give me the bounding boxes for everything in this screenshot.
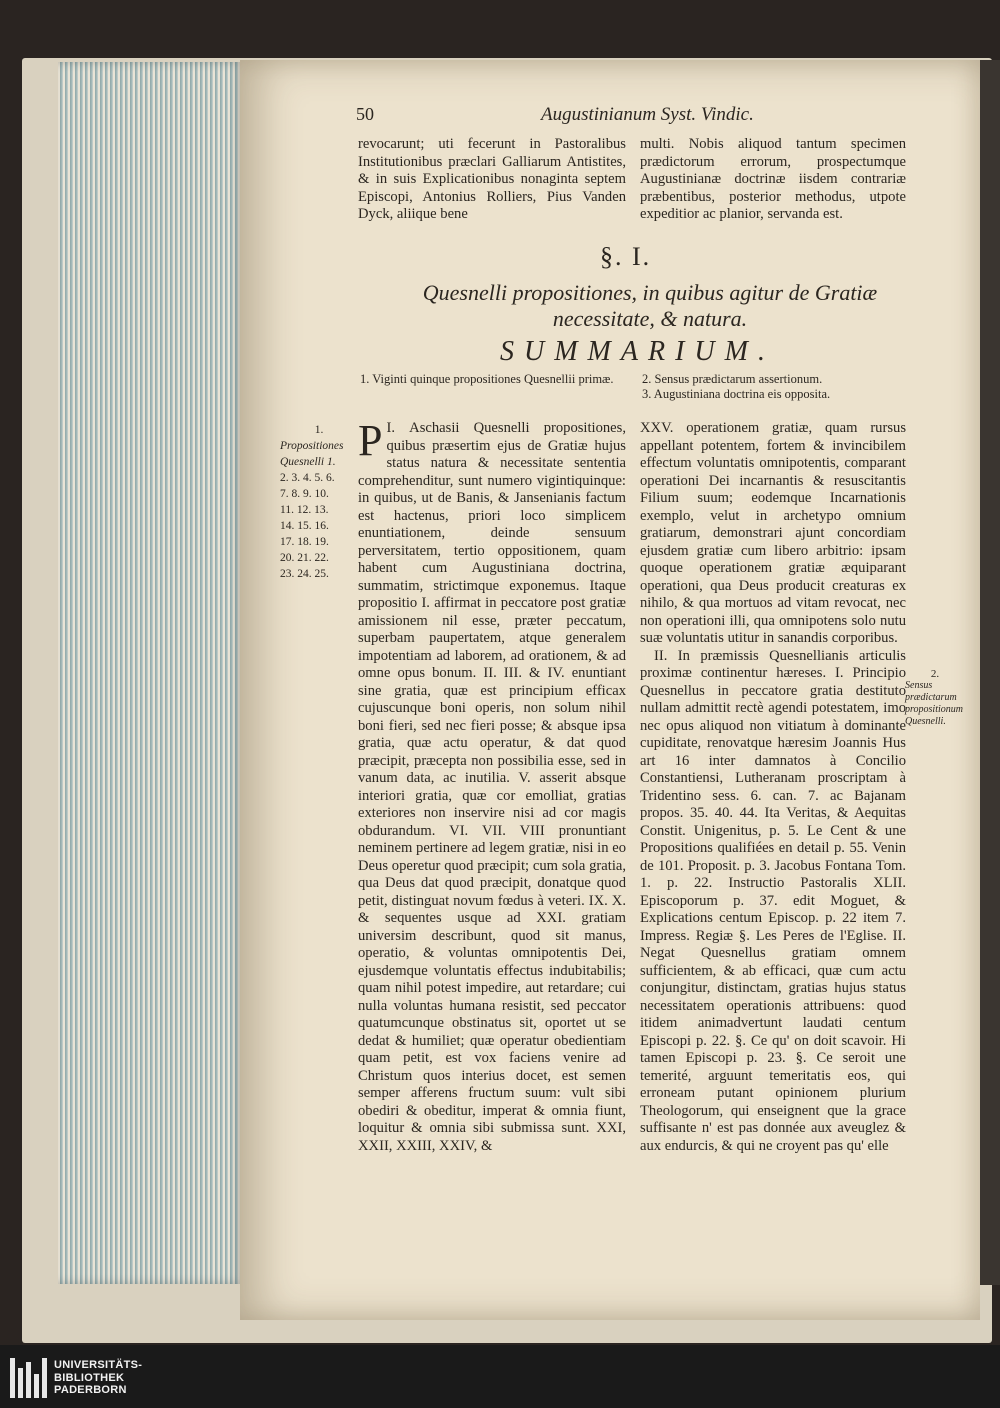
intro-right-column: multi. Nobis aliquod tantum specimen prædictorum errorum, prospectumque Augustinianæ doctrinæ iisdem contrariæ præbentibus, posterior methodus, utpote expeditior ac planior, servanda est.	[640, 136, 906, 222]
library-name	[54, 1359, 142, 1397]
body-right-paragraph-2: II. In præmissis Quesnellianis articulis proximæ continentur hæreses. I. Principio Quesnellus in peccatore gratia destituto nullam admittit rectè agendi potestatem, imo nec opus aliquod non vitiatum à dominante cupiditate, renovatque hæresim Joannis Hus art 16 inter damnatos à Concilio Constantiensi, Lutheranam proscriptam à Tridentino sess. 6. can. 7. ac Bajanam propos. 35. 40. 44. Ita Veritas, & Aequitas Constit. Unigenitus, p. 5. Le Cent & une Propositions qualifiées en detail p. 55. Venin de 101. Proposit. p. 3. Jacobus Fontana Tom. 1. p. 22. Instructio Pastoralis XLII. Episcoporum p. 37. edit Moguet, & Explications centum Episcop. p. 22 item 7. Impress. Regiæ §. Les Peres de l'Eglise. II. Negat Quesnellus gratiam omnem sufficientem, & ab efficaci, quæ cum actu conjungitur, distinctam, gratias hujus status necessitatem operationis attribuens: quod itidem animadvertunt laudati centum Episcopi p. 22. §. Ce qu' on doit scavoir. Hi tamen Episcopi p. 23. §. Ce seroit une temerité, arguunt temeritatis eos, qui erroneam putant opinionem plurium Theologorum, qui enseignent que la grace suffisante n' est pas donnée aux aveuglez & aux endurcis, & qui ne croyent pas qu' elle	[640, 647, 906, 1154]
intro-left-column: revocarunt; uti fecerunt in Pastoralibus Institutionibus præclari Galliarum Antistites, & in suis Explicationibus nonaginta septem Episcopi, Antonius Rolliers, Pius Vanden Dyck, aliique bene	[358, 136, 626, 222]
summary-heading: SUMMARIUM.	[500, 336, 775, 367]
section-title	[390, 280, 910, 332]
margin-left-row: 11. 12. 13.	[280, 504, 329, 516]
right-page-edge	[980, 60, 1000, 1285]
summary-right	[642, 372, 912, 402]
margin-left-row: 14. 15. 16.	[280, 520, 329, 532]
margin-right-label: Sensus prædictarum propositionum Quesnelli.	[905, 680, 963, 727]
section-title-line1: Quesnelli propositiones, in quibus agitur de Gratiæ	[422, 280, 878, 305]
margin-left-row: 23. 24. 25.	[280, 568, 329, 580]
paragraph-number: I.	[386, 420, 395, 436]
page-number: 50	[356, 104, 374, 124]
summary-item-1: 1. Viginti quinque propositiones Quesnellii primæ.	[360, 372, 614, 386]
margin-left-row: 7. 8. 9. 10.	[280, 488, 329, 500]
library-name-line3: PADERBORN	[54, 1384, 127, 1397]
section-mark: §. I.	[600, 242, 652, 271]
body-left-column	[358, 416, 626, 1155]
library-name-line1: UNIVERSITÄTS-	[54, 1359, 143, 1372]
summary-item-3: 3. Augustiniana doctrina eis opposita.	[642, 387, 831, 401]
margin-note-left	[280, 422, 358, 582]
library-logo-icon	[10, 1358, 48, 1398]
margin-left-row: 2. 3. 4. 5. 6.	[280, 472, 335, 484]
margin-left-num: 1.	[314, 424, 324, 436]
margin-left-row: 20. 21. 22.	[280, 552, 329, 564]
running-title: Augustinianum Syst. Vindic.	[541, 104, 754, 125]
body-right-paragraph-1: XXV. operationem gratiæ, quam rursus appellant potentem, fortem & invincibilem effectum voluntatis omnipotentis, comparant operationi Dei incarnantis & resuscitantis Filium suum; eodemque Incarnationis exemplo, velut in archetypo omnium gratiarum, demonstrari ajunt concordiam ejusdem gratiæ cum libero arbitrio: ipsam quoque operationem gratiæ æquiparant operationi, qua Deus producit creaturas ex nihilo, & qua mortuos ad vitam revocat, nec non operationi illi, qua omnipotens solo nutu suæ voluntatis utitur in sanandis corporibus.	[640, 420, 906, 646]
page-edges	[58, 62, 244, 1284]
body-right-column	[640, 420, 906, 1155]
summary-item-2: 2. Sensus prædictarum assertionum.	[642, 372, 823, 386]
library-name-line2: BIBLIOTHEK	[54, 1371, 125, 1384]
margin-left-row: 17. 18. 19.	[280, 536, 329, 548]
margin-right-num: 2.	[930, 668, 940, 680]
margin-left-label2: Quesnelli 1.	[280, 456, 336, 468]
running-header	[356, 104, 916, 126]
section-title-line2: necessitate, & natura.	[552, 306, 748, 331]
margin-left-label1: Propositiones	[280, 440, 344, 452]
margin-note-right	[905, 668, 965, 728]
library-logo	[10, 1358, 142, 1398]
body-left-text: Aschasii Quesnelli propositiones, quibus præsertim ejus de Gratiæ hujus status natura & necessitate sententia comprehenditur, sunt numero vigintiquinque: in quibus, ut de Banis, & Jansenianis factum est hactenus, priori loco simplicem enuntiationem, deinde sensuum perversitatem, tertio oppositionem, quam habent cum Augustiniana doctrina, summatim, strictimque exponemus. Itaque propositio I. affirmat in peccatore post gratiæ amissionem nil esse, præter peccatum, superbam paupertatem, atque generalem impotentiam ad laborem, ad orationem, & ad omne opus bonum. II. III. & IV. enuntiant sine gratia, quæ est principium efficax cujuscunque boni operis, non solum nihil boni fieri, sed nec fieri posse; & absque ipsa gratia, quæ actu operatur, & dat quod præcipit, præcepta non possibilia esse, sed in vanum data, ac inutilia. V. asserit absque interiori gratia, quæ cor emolliat, gratias exteriores non inservire nisi ad cor magis obdurandum. VI. VII. VIII pronuntiant neminem pertinere ad legem gratiæ, nisi in eo Deus operetur quod præcipit; cum sola gratia, qua Deus dat quod præcipit, donatque quod petit, distinguat novum fœdus à veteri. IX. X. & sequentes usque ad XXI. gratiam universim describunt, quod sit manus, operatio, & voluntas omnipotentis Dei, ejusdemque voluntatis effectus indubitabilis; quam nihil potest impedire, aut retardare; cui nulla voluntas humana resistit, sed peccator quatumcunque obstinatus sit, oportet ut se dedat & humiliet; quæ operatur obedientiam quam petit, est vox faciens venire ad Christum quos interius docet, est semen semper afferens fructum suum: vult sibi obediri & obeditur, imperat & omnia fiunt, loquitur & omnia sibi submissa sunt. XXI, XXII, XXIII, XXIV, &	[358, 420, 626, 1154]
drop-cap: P	[358, 416, 383, 465]
book-page	[240, 60, 980, 1320]
